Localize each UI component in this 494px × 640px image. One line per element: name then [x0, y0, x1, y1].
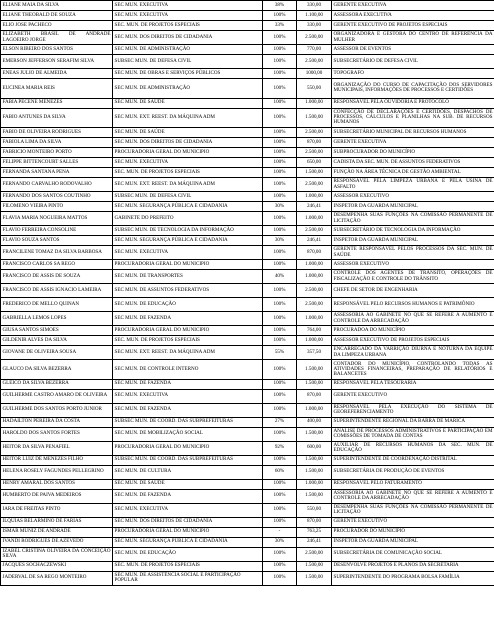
table-row — [1, 108, 494, 128]
employee-name-cell: GIOVANE DE OLIVEIRA SOUSA — [1, 346, 113, 360]
employee-name-cell: FERNANDA SANTANA PENA — [1, 168, 113, 178]
department-cell: GABINETE DO PREFEITO — [113, 212, 263, 226]
percentage-cell: 60% — [263, 465, 297, 479]
function-cell: ASSESSOR EXECUTIVO — [332, 192, 494, 202]
amount-cell: 2.500,00 — [297, 298, 332, 312]
percentage-cell: 38% — [263, 1, 297, 11]
percentage-cell: 100% — [263, 561, 297, 571]
table-row — [1, 346, 494, 360]
amount-cell: 1000,00 — [297, 69, 332, 79]
table-row — [1, 571, 494, 585]
percentage-cell: 27% — [263, 417, 297, 427]
table-row — [1, 168, 494, 178]
function-cell: RESPONSÁVEL PELA OUVIDORIA E PROTOCOLO — [332, 98, 494, 108]
percentage-cell: 100% — [263, 55, 297, 69]
table-row — [1, 55, 494, 69]
function-cell: RESPONSÁVEL PELO FATURAMENTO — [332, 479, 494, 489]
department-cell: SUBSEC MUN. DE DEFESA CIVIL — [113, 55, 263, 69]
percentage-cell: 100% — [263, 260, 297, 270]
department-cell: SEC MUN. EXT. REEST. DA MÁQUINA ADM — [113, 108, 263, 128]
department-cell: SEC MUN. DE SAÚDE — [113, 98, 263, 108]
function-cell: ENCARREGADO DA VARRIÇÃO DIURNA E NOTURNA DA EQUIPE DA LIMPEZA URBANA — [333, 346, 493, 358]
employee-name-cell: HADAILTON PEREIRA DA COSTA — [1, 417, 113, 427]
table-row — [1, 128, 494, 138]
table-row — [1, 441, 494, 455]
department-cell: SEC MUN. DE EDUCAÇÃO — [113, 298, 263, 312]
amount-cell: 763,25 — [297, 527, 332, 537]
employee-name-cell: FERNANDO DOS SANTOS COUTINHO — [1, 192, 113, 202]
employee-name-cell: ISMAR MUNIZ DE ANDRADE — [1, 527, 113, 537]
amount-cell: 600,00 — [297, 441, 332, 455]
percentage-cell: 100% — [263, 11, 297, 21]
percentage-cell: 100% — [263, 168, 297, 178]
employee-name-cell: FLAVIO FERREIRA CONSOLINE — [1, 226, 113, 236]
amount-cell: 400,00 — [297, 417, 332, 427]
table-row — [1, 79, 494, 99]
amount-cell: 2.500,00 — [297, 31, 332, 45]
department-cell: SEC MUN. DE FAZENDA — [113, 489, 263, 503]
percentage-cell: 100% — [263, 69, 297, 79]
percentage-cell: 33% — [263, 21, 297, 31]
department-cell: SEC MUN. DOS DIREITOS DE CIDADANIA — [113, 517, 263, 527]
employee-name-cell: FABRICIO MONTEIRO PORTO — [1, 148, 113, 158]
employee-name-cell: FELIPPE BITTENCOURT SALLES — [1, 158, 113, 168]
department-cell: SEC MUN. DE CONTROLE INTERNO — [113, 360, 263, 380]
amount-cell: 2.500,00 — [297, 547, 332, 561]
function-cell: GERENTE EXECUTIVO DE PROJETOS ESPECIAIS — [332, 21, 494, 31]
table-row — [1, 336, 494, 346]
percentage-cell: 30% — [263, 537, 297, 547]
amount-cell: 650,00 — [297, 158, 332, 168]
amount-cell: 870,00 — [297, 389, 332, 403]
amount-cell: 1.000,00 — [297, 312, 332, 326]
function-cell: DESEMPENHA SUAS FUNÇÕES NA COMISSÃO PERMANENTE DE LICITAÇÃO — [333, 212, 493, 224]
percentage-cell: 100% — [263, 138, 297, 148]
function-cell: CHEFE DE SETOR DE ENGENHARIA — [332, 284, 494, 298]
table-row — [1, 455, 494, 465]
percentage-cell: 100% — [263, 79, 297, 99]
function-cell: ORGANIZAÇÃO DO CURSO DE CAPACITAÇÃO DOS SERVIDORES MUNICIPAIS, INFORMAÇÕES DE PROCESSOS E CERTIDÕES — [332, 79, 494, 99]
function-cell: CONFECÇÃO DE DECLARAÇÕES E CERTIDÕES, DESPACHOS DE PROCESSOS, CÁLCULOS E PLANILHAS NA SUB. DE RECURSOS HUMANOS — [332, 108, 494, 128]
department-cell: SEC MUN. DE SAÚDE — [113, 479, 263, 489]
percentage-cell: 100% — [263, 108, 297, 128]
percentage-cell: 100% — [263, 571, 297, 585]
function-cell: CONTADOR DO MUNICÍPIO, CONTROLANDO TODAS AS ATIVIDADES FINANCEIRAS, PREPARAÇÃO DE RELATÓRIOS E BALANCETES — [332, 360, 494, 380]
function-cell: SUBSECRETÁRIO DE TECNOLOGIA DA INFORMAÇÃO — [332, 226, 494, 236]
employee-name-cell: ILQUIAS BELARMINO DE FARIAS — [1, 517, 113, 527]
amount-cell: 1.500,00 — [297, 489, 332, 503]
table-row — [1, 148, 494, 158]
function-cell: RESPONSÁVEL PELA EXECUÇÃO DO SISTEMA DE GEOREFERENCIAMENTO — [333, 403, 493, 415]
amount-cell: 770,00 — [297, 45, 332, 55]
amount-cell: 246,41 — [297, 202, 332, 212]
employee-name-cell: FERNANDO CARVALHO RODOVALHO — [1, 178, 113, 192]
department-cell: SUBSEC MUN. DE COORD. DAS SUBPREFEITURAS — [113, 417, 263, 427]
function-cell: SUBSECRETÁRIO DE DEFESA CIVIL — [332, 55, 494, 69]
department-cell: PROCURADORIA GERAL DO MUNICIPIO — [113, 441, 263, 455]
amount-cell: 1.500,00 — [297, 455, 332, 465]
department-cell: SEC MUN. DE MOBILIZAÇÃO SOCIAL — [113, 427, 263, 441]
table-row — [1, 417, 494, 427]
employee-name-cell: EUCINEA MARIA REIS — [1, 79, 113, 99]
function-cell: TOPOGRAFO — [332, 69, 494, 79]
employee-name-cell: FABIA PECENE MENEZES — [1, 98, 113, 108]
amount-cell: 1.000,00 — [297, 98, 332, 108]
percentage-cell: 100% — [263, 489, 297, 503]
amount-cell: 2.500,00 — [297, 284, 332, 298]
employee-name-cell: EMERSON JEFFERSON SERAFIM SILVA — [1, 55, 113, 69]
department-cell: SEC MUN. DE TRANSPORTES — [113, 270, 263, 284]
department-cell: SEC MUN. DE SAÚDE — [113, 128, 263, 138]
department-cell: SEC. MUN. DE PROJETOS ESPECIAIS — [113, 561, 263, 571]
amount-cell: 550,00 — [297, 503, 332, 517]
amount-cell: 246,41 — [297, 537, 332, 547]
department-cell: SEC MUN. DE ASSISTÊNCIA SOCIAL E PARTICIPAÇÃO POPULAR — [113, 571, 263, 585]
employee-name-cell: ENEAS JULIO DE ALMEIDA — [1, 69, 113, 79]
table-row — [1, 158, 494, 168]
table-row — [1, 360, 494, 380]
amount-cell: 1.500,00 — [297, 108, 332, 128]
percentage-cell: 100% — [263, 178, 297, 192]
table-row — [1, 489, 494, 503]
amount-cell: 1.000,00 — [297, 336, 332, 346]
table-row — [1, 1, 494, 11]
department-cell: SEC MUN. EXECUTIVA — [113, 389, 263, 403]
percentage-cell: 100% — [263, 158, 297, 168]
function-cell: ASSESSOR EXECUTIVO DE PROJETOS ESPECIAIS — [332, 336, 494, 346]
percentage-cell: 100% — [263, 427, 297, 441]
amount-cell: 2.500,00 — [297, 178, 332, 192]
department-cell: SEC MUN. SEGURANÇA PÚBLICA E CIDADANIA — [113, 537, 263, 547]
department-cell: SUBSEC MUN. DE TECNOLOGIA DA INFORMAÇÃO — [113, 226, 263, 236]
table-row — [1, 479, 494, 489]
percentage-cell: 100% — [263, 503, 297, 517]
amount-cell: 550,00 — [297, 79, 332, 99]
function-cell: GERENTE EXECUTIVO — [332, 389, 494, 403]
employee-name-cell: FRANCILENE TOMAZ DA SILVA BARBOSA — [1, 246, 113, 260]
percentage-cell: 100% — [263, 312, 297, 326]
function-cell: AUXILIAR DE RECURSOS HUMANOS DA SEC. MUN. DE EDUCAÇÃO — [333, 441, 493, 453]
table-row — [1, 236, 494, 246]
amount-cell: 1.000,00 — [297, 212, 332, 226]
amount-cell: 2.500,00 — [297, 128, 332, 138]
table-row — [1, 503, 494, 517]
table-row — [1, 312, 494, 326]
employee-name-cell: HUMBERTO DE PAIVA MEDEIROS — [1, 489, 113, 503]
amount-cell: 870,00 — [297, 517, 332, 527]
function-cell: SUBPROCURADOR DO MUNICÍPIO — [332, 148, 494, 158]
amount-cell: 1.000,00 — [297, 260, 332, 270]
percentage-cell: 100% — [263, 455, 297, 465]
employee-name-cell: JACQUES SOCHACZEWSKI — [1, 561, 113, 571]
amount-cell: 1.000,00 — [297, 479, 332, 489]
department-cell: SEC MUN. EXECUTIVA — [113, 11, 263, 21]
function-cell: SUPERINTENDENTE REGIONAL DA BARRA DE MARICÁ — [332, 417, 494, 427]
department-cell: PROCURADORIA GERAL DO MUNICIPIO — [113, 148, 263, 158]
amount-cell: 1.000,00 — [297, 270, 332, 284]
department-cell: PROCURADORIA GERAL DO MUNICIPIO — [113, 326, 263, 336]
amount-cell: 357,50 — [297, 346, 332, 360]
employee-name-cell: FRANCISCO DE ASSIS DE SOUZA — [1, 270, 113, 284]
percentage-cell: 92% — [263, 441, 297, 455]
table-row — [1, 403, 494, 417]
department-cell: SUBSEC MUN. DE DEFESA CIVIL — [113, 192, 263, 202]
function-cell: GERENTE RESPONSÁVEL PELOS PROCESSOS DA SEC. MUN. DE SAÚDE — [333, 246, 493, 258]
function-cell: PROCURADOR DO MUNICÍPIO — [332, 527, 494, 537]
department-cell: SEC MUN. DE OBRAS E SERVIÇOS PÚBLICOS — [113, 69, 263, 79]
table-row — [1, 21, 494, 31]
employee-name-cell: FRANCISCO DE ASSIS IGNACIO LAMEIRA — [1, 284, 113, 298]
percentage-cell: 100% — [263, 403, 297, 417]
table-row — [1, 547, 494, 561]
function-cell: CONTROLE DOS AGENTES DE TRÂNSITO, OPERAÇÕES DE FISCALIZAÇÃO E CONTROLE DO TRÂNSITO — [333, 270, 493, 282]
table-row — [1, 326, 494, 336]
percentage-cell: 100% — [263, 517, 297, 527]
amount-cell: 2.500,00 — [297, 226, 332, 236]
function-cell: GERENTE EXECUTIVA — [332, 1, 494, 11]
employee-name-cell: GLAUCO DA SILVA BEZERRA — [1, 360, 113, 380]
department-cell: SEC MUN. SEGURANÇA PÚBLICA E CIDADANIA — [113, 236, 263, 246]
employee-name-cell: FLAVIA MARIA NOGUEIRA MATTOS — [1, 212, 113, 226]
function-cell: ASSESSORIA AO GABINETE NO QUE SE REFERE A AUMENTO E CONTROLE DA ARRECADAÇÃO — [333, 489, 493, 501]
department-cell: PROCURADORIA GERAL DO MUNICIPIO — [113, 260, 263, 270]
percentage-cell: 55% — [263, 346, 297, 360]
employee-name-cell: IZABEL CRISTINA OLIVEIRA DA CONCEIÇÃO SILVA — [2, 547, 111, 559]
percentage-cell: 100% — [263, 298, 297, 312]
function-cell: INSPETOR DA GUARDA MUNICIPAL — [332, 537, 494, 547]
amount-cell: 1.500,00 — [297, 427, 332, 441]
amount-cell: 330,00 — [297, 1, 332, 11]
function-cell: RESPONSÁVEL PELO RECURSOS HUMANOS E PATRIMÔNIO — [332, 298, 494, 312]
department-cell: SEC MUN. DE ASSUNTOS FEDERATIVOS — [113, 284, 263, 298]
percentage-cell: 100% — [263, 389, 297, 403]
amount-cell: 1.500,00 — [297, 571, 332, 585]
table-row — [1, 178, 494, 192]
department-cell: SEC. MUN. DE PROJETOS ESPECIAIS — [113, 336, 263, 346]
table-row — [1, 98, 494, 108]
department-cell: SEC MUN. EXT. REEST. DA MÁQUINA ADM — [113, 346, 263, 360]
department-cell: SEC MUN. DE ADMINISTRAÇÃO — [113, 79, 263, 99]
amount-cell: 330,00 — [297, 21, 332, 31]
function-cell: ASSESSORIA AO GABINETE NO QUE SE REFERE A AUMENTO E CONTROLE DA ARRECADAÇÃO — [333, 312, 493, 324]
employee-name-cell: HEITOR DA SILVA PENAFIEL — [1, 441, 113, 455]
function-cell: SUBSECRETÁRIA DE COMUNICAÇÃO SOCIAL — [332, 547, 494, 561]
department-cell: SEC MUN. DOS DIREITOS DE CIDADANIA — [113, 138, 263, 148]
function-cell: ASSESSORA EXECUTIVA — [332, 11, 494, 21]
table-row — [1, 11, 494, 21]
function-cell: SUPERINTENDENTE DE COORDENAÇÃO DISTRITAL — [332, 455, 494, 465]
function-cell: PROCURADOA DO MUNICÍPIO — [332, 326, 494, 336]
employee-name-cell: FRANCISCO CARLOS SA REGO — [1, 260, 113, 270]
percentage-cell: 100% — [263, 31, 297, 45]
employee-name-cell: ELIANE MAIA DA SILVA — [1, 1, 113, 11]
percentage-cell: 100% — [263, 479, 297, 489]
function-cell: ANÁLISE DE PROCESSOS ADMINISTRATIVOS E PARTICIPAÇÃO EM COMISSÕES DE TOMADA DE CONTAS — [333, 427, 493, 439]
percentage-cell: 100% — [263, 212, 297, 226]
percentage-cell: 100% — [263, 192, 297, 202]
function-cell: SUPERINTENDENTE DO PROGRAMA BOLSA FAMÍLIA — [332, 571, 494, 585]
amount-cell: 2.500,00 — [297, 148, 332, 158]
employee-name-cell: FABIOLA LIMA DA SILVA — [1, 138, 113, 148]
employee-name-cell: ELIZABETH BRASIL DE ANDRADE LAGOEIRO JORGE — [2, 31, 111, 43]
table-row — [1, 379, 494, 389]
department-cell: SEC MUN. DE ADMINISTRAÇÃO — [113, 45, 263, 55]
table-row — [1, 138, 494, 148]
staff-table-body — [1, 1, 494, 586]
table-row — [1, 260, 494, 270]
function-cell: GERENTE EXECUTIVA — [332, 138, 494, 148]
table-row — [1, 527, 494, 537]
employee-name-cell: GILDENIR ALVES DA SILVA — [1, 336, 113, 346]
department-cell: PROCURADORIA GERAL DO MUNICIPIO — [113, 527, 263, 537]
percentage-cell: 100% — [263, 148, 297, 158]
percentage-cell: 100% — [263, 246, 297, 260]
table-row — [1, 561, 494, 571]
amount-cell: 1.500,00 — [297, 465, 332, 479]
amount-cell: 1.500,00 — [297, 379, 332, 389]
table-row — [1, 45, 494, 55]
employee-name-cell: HELENA ROSELY FAGUNDES PELLEGRINO — [1, 465, 113, 479]
function-cell: RESPONSÁVEL PELA TESOURARIA — [332, 379, 494, 389]
percentage-cell: - — [263, 527, 297, 537]
employee-name-cell: HEITOR LUIZ DE MENEZES FILHO — [1, 455, 113, 465]
percentage-cell: 100% — [263, 336, 297, 346]
amount-cell: 1.100,00 — [297, 11, 332, 21]
employee-name-cell: IARA DE FREITAS PINTO — [1, 503, 113, 517]
function-cell: GERENTE EXECUTIVO — [332, 517, 494, 527]
table-row — [1, 202, 494, 212]
employee-name-cell: GIUSA SANTOS SIMOES — [1, 326, 113, 336]
percentage-cell: 30% — [263, 202, 297, 212]
function-cell: ORGANIZADORA E GESTORA DO CENTRO DE REFERÊNCIA DA MULHER — [333, 31, 493, 43]
function-cell: INSPETOR DA GUARDA MUNICIPAL — [332, 202, 494, 212]
department-cell: SEC MUN. DE FAZENDA — [113, 312, 263, 326]
table-row — [1, 284, 494, 298]
percentage-cell: 100% — [263, 284, 297, 298]
function-cell: SUBSECRETÁRIA DE PRODUÇÃO DE EVENTOS — [332, 465, 494, 479]
function-cell: DESEMPENHA SUAS FUNÇÕES NA COMISSÃO PERMANENTE DE LICITAÇÃO — [333, 503, 493, 515]
function-cell: CADISTA DA SEC. MUN. DE ASSUNTOS FEDERATIVOS — [332, 158, 494, 168]
amount-cell: 1.000,00 — [297, 192, 332, 202]
percentage-cell: 100% — [263, 379, 297, 389]
employee-name-cell: ELSON RIBEIRO DOS SANTOS — [1, 45, 113, 55]
employee-name-cell: JADERVAL DE SA REGO MONTEIRO — [1, 571, 113, 585]
table-row — [1, 270, 494, 284]
function-cell: DESENVOLVE PROJETOS E PLANOS DA SECRETARIA — [332, 561, 494, 571]
table-row — [1, 226, 494, 236]
percentage-cell: 100% — [263, 360, 297, 380]
department-cell: SEC MUN. EXT. REEST. DA MÁQUINA ADM — [113, 178, 263, 192]
department-cell: SEC MUN. DE CULTURA — [113, 465, 263, 479]
percentage-cell: 40% — [263, 270, 297, 284]
employee-name-cell: GLEICO DA SILVA BEZERRA — [1, 379, 113, 389]
table-row — [1, 246, 494, 260]
amount-cell: 870,00 — [297, 246, 332, 260]
amount-cell: 764,00 — [297, 326, 332, 336]
function-cell: ASSESSOR EXECUTIVO — [332, 260, 494, 270]
function-cell: INSPETOR DA GUARDA MUNICIPAL — [332, 236, 494, 246]
employee-name-cell: HENRY AMARAL DOS SANTOS — [1, 479, 113, 489]
function-cell: SUBSECRETÁRIO MUNICIPAL DE RECURSOS HUMANOS — [332, 128, 494, 138]
percentage-cell: 100% — [263, 326, 297, 336]
employee-name-cell: FLAVIO SOUZA SANTOS — [1, 236, 113, 246]
department-cell: SEC. MUN. DE PROJETOS ESPECIAIS — [113, 21, 263, 31]
department-cell: SEC MUN. DE FAZENDA — [113, 403, 263, 417]
employee-name-cell: HAROLDO DOS SANTOS FORTES — [1, 427, 113, 441]
table-row — [1, 69, 494, 79]
function-cell: ASSESSOR DE EVENTOS — [332, 45, 494, 55]
employee-name-cell: FABIO DE OLIVEIRA RODRIGUES — [1, 128, 113, 138]
table-row — [1, 31, 494, 45]
table-row — [1, 212, 494, 226]
function-cell: RESPONSÁVEL PELA LIMPEZA URBANA E PELA USINA DE ASFALTO — [333, 178, 493, 190]
department-cell: SUBSEC MUN. DE COORD. DAS SUBPREFEITURAS — [113, 455, 263, 465]
percentage-cell: 100% — [263, 45, 297, 55]
employee-name-cell: FILOMENO VIEIRA PINTO — [1, 202, 113, 212]
employee-name-cell: ELIANE THEOBALD DE SOUZA — [1, 11, 113, 21]
department-cell: SEC MUN. DE EDUCAÇÃO — [113, 547, 263, 561]
department-cell: SEC MUN. DE FAZENDA — [113, 379, 263, 389]
amount-cell: 246,41 — [297, 236, 332, 246]
department-cell: SEC. MUN. DE PROJETOS ESPECIAIS — [113, 168, 263, 178]
amount-cell: 870,00 — [297, 138, 332, 148]
percentage-cell: 30% — [263, 236, 297, 246]
amount-cell: 2.500,00 — [297, 55, 332, 69]
department-cell: SEC MUN. DOS DIREITOS DE CIDADANIA — [113, 31, 263, 45]
employee-name-cell: GUILHERME CASTRO AMARO DE OLIVEIRA — [1, 389, 113, 403]
table-row — [1, 465, 494, 479]
percentage-cell: 100% — [263, 547, 297, 561]
amount-cell: 1.500,00 — [297, 561, 332, 571]
percentage-cell: 100% — [263, 98, 297, 108]
table-row — [1, 298, 494, 312]
department-cell: SEC MUN. EXECUTIVA — [113, 503, 263, 517]
employee-name-cell: FREDERICO DE MELLO QUINAN — [1, 298, 113, 312]
percentage-cell: 100% — [263, 128, 297, 138]
amount-cell: 1.500,00 — [297, 168, 332, 178]
employee-name-cell: GABRIELLA LEMOS LOPES — [1, 312, 113, 326]
function-cell: FUNÇÃO NA ÁREA TÉCNICA DE GESTÃO AMBIENTAL — [332, 168, 494, 178]
table-row — [1, 537, 494, 547]
employee-name-cell: IVANDI RODRIGUES DE AZEVEDO — [1, 537, 113, 547]
employee-name-cell: FABIO ANTUNES DA SILVA — [1, 108, 113, 128]
employee-name-cell: GUILHERME DOS SANTOS PORTO JUNIOR — [1, 403, 113, 417]
amount-cell: 1.000,00 — [297, 403, 332, 417]
employee-name-cell: ELIO JOSE PACHECO — [1, 21, 113, 31]
department-cell: SEC MUN. EXECUTIVA — [113, 246, 263, 260]
department-cell: SEC MUN. EXECUTIVA — [113, 1, 263, 11]
department-cell: SEC MUN. EXECUTIVA — [113, 158, 263, 168]
department-cell: SEC MUN. SEGURANÇA PÚBLICA E CIDADANIA — [113, 202, 263, 212]
percentage-cell: 100% — [263, 226, 297, 236]
table-row — [1, 427, 494, 441]
table-row — [1, 389, 494, 403]
table-row — [1, 517, 494, 527]
table-row — [1, 192, 494, 202]
amount-cell: 1.500,00 — [297, 360, 332, 380]
